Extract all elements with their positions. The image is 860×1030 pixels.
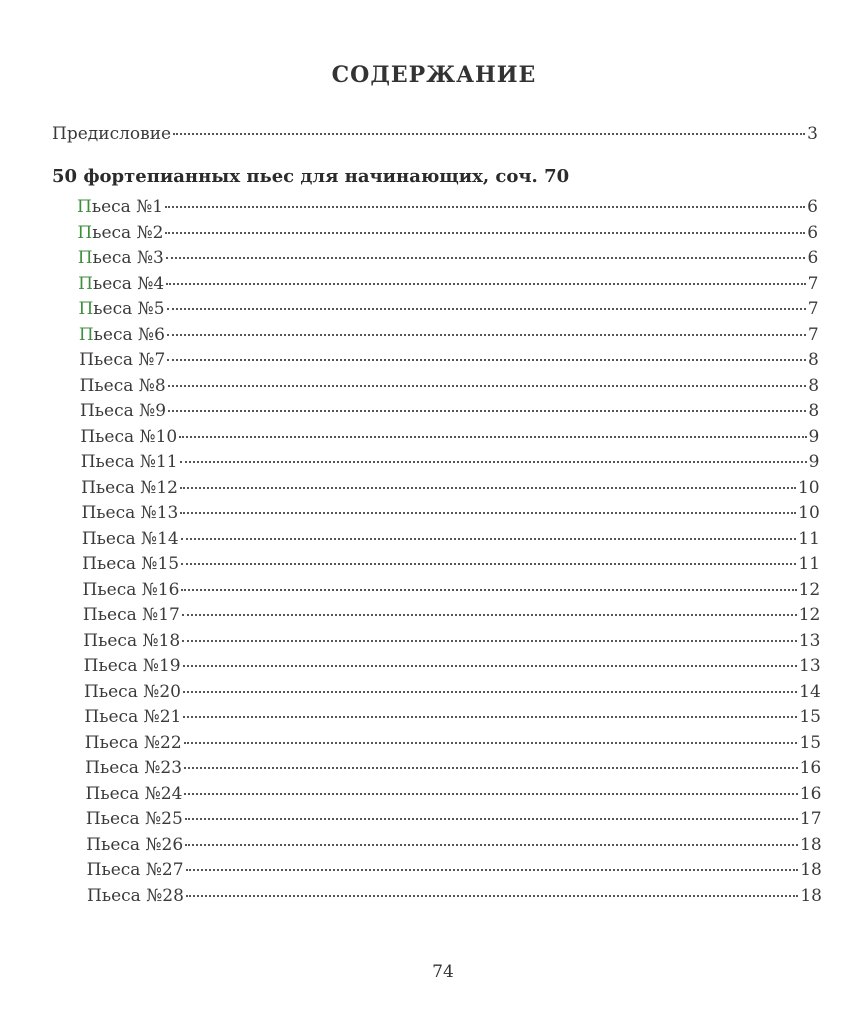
toc-entry-page: 9 — [808, 426, 820, 447]
toc-entry-page: 6 — [807, 248, 819, 268]
toc-entry — [86, 805, 822, 827]
toc-entry-label: Предисловие — [52, 124, 172, 144]
toc-entry-page: 11 — [798, 554, 821, 574]
toc-entry-page: 8 — [808, 375, 820, 396]
toc-leader-dots — [165, 215, 805, 234]
toc-entry — [78, 295, 818, 317]
toc-entry-page: 13 — [798, 630, 821, 651]
toc-entry-label: Пьеса №19 — [83, 656, 181, 676]
toc-leader-dots — [168, 368, 807, 387]
toc-entry-label: Пьеса №27 — [86, 860, 184, 880]
green-initial: П — [77, 222, 93, 243]
toc-entry-label: Пьеса №6 — [78, 324, 165, 345]
toc-entry-page: 16 — [799, 783, 822, 804]
toc-entry-page: 7 — [807, 273, 819, 294]
toc-entry-label: Пьеса №28 — [87, 885, 184, 906]
toc-entry-label: Пьеса №17 — [82, 605, 180, 625]
toc-leader-dots — [183, 648, 797, 667]
toc-entry — [77, 219, 818, 241]
toc-entry — [85, 754, 821, 776]
toc-entry — [79, 346, 819, 368]
toc-entry-page: 6 — [807, 222, 819, 243]
toc-leader-dots — [181, 521, 797, 540]
toc-entry-page: 11 — [798, 528, 820, 549]
toc-entry — [81, 499, 819, 521]
toc-leader-dots — [179, 419, 806, 438]
toc-leader-dots — [167, 317, 806, 336]
toc-entry-page: 10 — [798, 503, 820, 523]
toc-entry-label: Пьеса №12 — [81, 477, 178, 498]
toc-leader-dots — [166, 266, 805, 285]
toc-leader-dots — [186, 852, 799, 871]
toc-leader-dots — [182, 623, 797, 642]
page-number: 74 — [432, 962, 454, 982]
toc-entry-label: Пьеса №14 — [81, 528, 179, 549]
toc-entry-label: Пьеса №13 — [81, 503, 179, 523]
toc-entry — [79, 321, 819, 343]
toc-entry-page: 17 — [799, 809, 822, 829]
green-initial: П — [77, 197, 92, 217]
toc-leader-dots — [186, 878, 798, 897]
toc-leader-dots — [185, 827, 798, 846]
toc-entry-label: Пьеса №11 — [80, 452, 178, 472]
toc-entry — [81, 448, 820, 470]
toc-entry-label: Пьеса №4 — [78, 273, 165, 294]
toc-entry-page: 6 — [807, 197, 818, 217]
toc-entry-page: 18 — [800, 860, 822, 880]
toc-leader-dots — [166, 240, 806, 259]
toc-entry-label: Пьеса №16 — [82, 579, 180, 600]
toc-entry-label: Пьеса №9 — [79, 401, 167, 421]
toc-leader-dots — [185, 801, 798, 820]
toc-entry-label: Пьеса №20 — [84, 681, 181, 702]
toc-entry-label: Пьеса №10 — [80, 426, 178, 447]
toc-entry-page: 15 — [799, 732, 822, 753]
toc-leader-dots — [183, 699, 797, 718]
toc-entry-label: Пьеса №3 — [77, 248, 164, 268]
toc-entry-preface — [52, 120, 818, 142]
green-initial: П — [78, 273, 93, 294]
toc-entry-page: 14 — [799, 681, 821, 702]
green-initial: П — [78, 324, 94, 345]
toc-entry — [84, 678, 821, 700]
toc-entry-page: 18 — [800, 885, 822, 906]
toc-entry — [77, 193, 818, 215]
toc-entry-page: 7 — [807, 324, 819, 345]
toc-leader-dots — [181, 572, 796, 591]
toc-entry-page: 8 — [808, 350, 819, 370]
section-heading: 50 фортепианных пьес для начинающих, соч. 70 — [52, 166, 570, 187]
toc-entry-label: Пьеса №15 — [82, 554, 180, 574]
toc-entry-page: 7 — [807, 299, 819, 319]
toc-entry — [84, 703, 821, 725]
toc-entry — [80, 423, 819, 445]
toc-leader-dots — [184, 750, 798, 769]
toc-entry-label: Пьеса №25 — [85, 809, 183, 829]
toc-entry — [86, 831, 821, 853]
toc-entry — [78, 270, 818, 292]
toc-leader-dots — [165, 189, 805, 208]
toc-entry — [83, 601, 820, 623]
toc-entry-page: 16 — [799, 758, 822, 778]
toc-entry-page: 15 — [799, 707, 821, 727]
toc-entry — [82, 550, 820, 572]
toc-entry-page: 18 — [800, 834, 822, 855]
toc-entry-label: Пьеса №23 — [85, 758, 183, 778]
toc-leader-dots — [182, 597, 797, 616]
toc-leader-dots — [183, 674, 797, 693]
toc-leader-dots — [180, 444, 807, 463]
toc-entry — [80, 372, 819, 394]
toc-entry-label: Пьеса №5 — [78, 299, 165, 319]
toc-entry-page: 12 — [798, 579, 821, 600]
toc-entry-page: 9 — [808, 452, 820, 472]
toc-entry-page: 13 — [799, 656, 821, 676]
toc-entry — [82, 525, 820, 547]
toc-leader-dots — [184, 725, 798, 744]
green-initial: П — [77, 248, 93, 268]
toc-entry-label: Пьеса №1 — [77, 197, 164, 217]
toc-entry-label: Пьеса №8 — [79, 375, 166, 396]
page-title: СОДЕРЖАНИЕ — [331, 62, 537, 88]
toc-entry — [81, 474, 820, 496]
green-initial: П — [78, 299, 94, 319]
toc-entry-page: 8 — [808, 401, 820, 421]
toc-entry-page: 10 — [797, 477, 820, 498]
toc-entry-page: 3 — [807, 124, 818, 144]
toc-leader-dots — [184, 776, 797, 795]
toc-leader-dots — [167, 342, 806, 361]
toc-entry-label: Пьеса №2 — [77, 222, 164, 243]
toc-entry-label: Пьеса №22 — [84, 732, 182, 753]
toc-entry-label: Пьеса №18 — [83, 630, 181, 651]
toc-entry-label: Пьеса №21 — [84, 707, 182, 727]
toc-leader-dots — [180, 495, 796, 514]
toc-entry-page: 12 — [798, 605, 821, 625]
toc-entry-label: Пьеса №7 — [79, 350, 166, 370]
toc-entry — [83, 627, 820, 649]
toc-entry — [84, 652, 821, 674]
toc-leader-dots — [173, 116, 805, 135]
toc-leader-dots — [180, 470, 796, 489]
toc-leader-dots — [181, 546, 796, 565]
toc-entry — [87, 882, 822, 904]
toc-leader-dots — [167, 291, 806, 310]
toc-entry — [78, 244, 819, 266]
toc-entry — [80, 397, 819, 419]
toc-entry — [86, 780, 822, 802]
toc-entry-label: Пьеса №24 — [85, 783, 183, 804]
toc-entry — [85, 729, 821, 751]
toc-leader-dots — [168, 393, 806, 412]
toc-entry — [87, 856, 822, 878]
toc-entry-label: Пьеса №26 — [86, 834, 184, 855]
toc-entry — [83, 576, 821, 598]
